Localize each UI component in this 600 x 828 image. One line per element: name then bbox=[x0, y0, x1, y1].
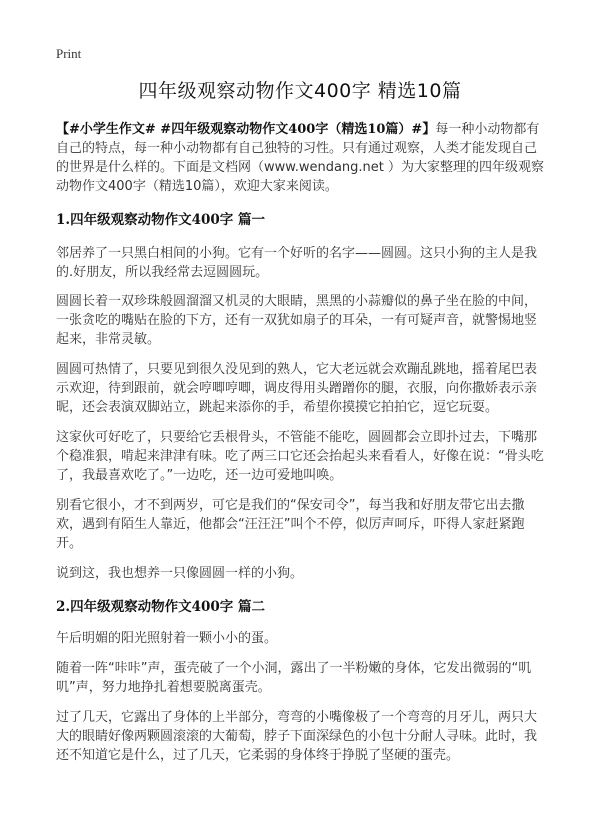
paragraph: 说到这，我也想养一只像圆圆一样的小狗。 bbox=[56, 566, 304, 581]
paragraph: 随着一阵“咔咔”声，蛋壳破了一个小洞，露出了一半粉嫩的身体，它发出微弱的“叽叽”声，努力地挣扎着想要脱离蛋壳。 bbox=[56, 661, 532, 695]
intro-paragraph bbox=[56, 120, 548, 196]
article-body bbox=[56, 120, 548, 765]
intro-tag: 【#小学生作文# #四年级观察动物作文400字（精选10篇）#】 bbox=[56, 122, 436, 137]
paragraph: 别看它很小，才不到两岁，可它是我们的“保安司令”，每当我和好朋友带它出去撒欢，遇到有陌生人靠近，他都会“汪汪汪”叫个不停，似厉声呵斥，吓得人家赶紧跑开。 bbox=[56, 498, 525, 551]
paragraph: 午后明媚的阳光照射着一颗小小的蛋。 bbox=[56, 631, 278, 646]
intro-text: 每一种小动物都有自己的特点，每一种小动物都有自己独特的习性。只有通过观察，人类才能发现自己的世界是什么样的。下面是文档网（www.wendang.net ）为大家整理的四年级观察动物作文400字（精选10篇），欢迎大家来阅读。 bbox=[56, 122, 545, 194]
section-heading-1: 1.四年级观察动物作文400字 篇一 bbox=[56, 212, 265, 228]
paragraph: 圆圆可热情了，只要见到很久没见到的熟人，它大老远就会欢蹦乱跳地，摇着尾巴表示欢迎，待到跟前，就会哼唧哼唧，调皮得用头蹭蹭你的腿，衣服，向你撒娇表示亲昵，还会表演双脚站立，跳起来添你的手，希望你摸摸它拍拍它，逗它玩耍。 bbox=[56, 362, 538, 415]
paragraph: 过了几天，它露出了身体的上半部分，弯弯的小嘴像极了一个弯弯的月牙儿，两只大大的眼睛好像两颗圆滚滚的大葡萄，脖子下面深绿色的小包十分耐人寻味。此时，我还不知道它是什么，过了几天，它柔弱的身体终于挣脱了坚硬的蛋壳。 bbox=[56, 710, 538, 763]
paragraph: 圆圆长着一双珍珠般圆溜溜又机灵的大眼睛，黑黑的小蒜瓣似的鼻子坐在脸的中间，一张贪吃的嘴贴在脸的下方，还有一双犹如扇子的耳朵，一有可疑声音，就警惕地竖起来，非常灵敏。 bbox=[56, 294, 538, 347]
paragraph: 这家伙可好吃了，只要给它丢根骨头，不管能不能吃，圆圆都会立即扑过去，下嘴那个稳准狠，啃起来津津有味。吃了两三口它还会抬起头来看看人，好像在说：“骨头吃了，我最喜欢吃了。”一边吃，还一边可爱地叫唤。 bbox=[56, 430, 544, 483]
page-title: 四年级观察动物作文400字 精选10篇 bbox=[138, 80, 462, 102]
section-heading-2: 2.四年级观察动物作文400字 篇二 bbox=[56, 599, 265, 615]
print-label: Print bbox=[56, 46, 82, 61]
paragraph: 邻居养了一只黑白相间的小狗。它有一个好听的名字——圆圆。这只小狗的主人是我的.好朋友，所以我经常去逗圆圆玩。 bbox=[56, 246, 538, 280]
